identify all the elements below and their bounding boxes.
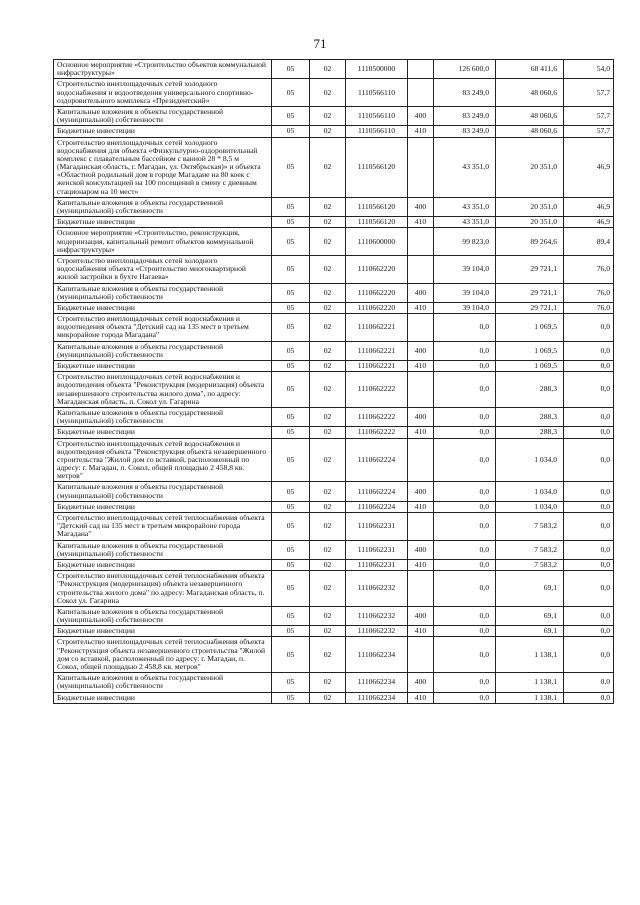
actual-amount-cell: 69,1: [496, 571, 564, 607]
percent-cell: 0,0: [564, 361, 614, 372]
target-article-cell: 1110662234: [346, 637, 408, 673]
planned-amount-cell: 0,0: [434, 341, 496, 360]
actual-amount-cell: 1 034,0: [496, 501, 564, 512]
table-row: [54, 228, 614, 256]
expense-type-cell: [408, 60, 434, 79]
section-code-cell: 05: [272, 60, 310, 79]
target-article-cell: 1110566110: [346, 126, 408, 137]
table-row: [54, 540, 614, 559]
percent-cell: 0,0: [564, 513, 614, 541]
row-name-cell: Строительство внеплощадочных сетей теплоснабжения объекта "Реконструкция (модернизация) объекта незавершенного строительства жилого дома" по адресу: Магаданская область, п. Сокол ул. Гагарина: [54, 571, 272, 607]
row-name-cell: Бюджетные инвестиции: [54, 626, 272, 637]
target-article-cell: 1110662221: [346, 314, 408, 342]
percent-cell: 0,0: [564, 673, 614, 692]
table-row: [54, 137, 614, 197]
subsection-code-cell: 02: [310, 438, 346, 482]
row-name-cell: Строительство внеплощадочных сетей теплоснабжения объекта "Детский сад на 135 мест в третьем микрорайоне города Магадана": [54, 513, 272, 541]
planned-amount-cell: 0,0: [434, 372, 496, 408]
expense-type-cell: [408, 372, 434, 408]
actual-amount-cell: 1 069,5: [496, 341, 564, 360]
section-code-cell: 05: [272, 361, 310, 372]
table-row: [54, 438, 614, 482]
expense-type-cell: 410: [408, 361, 434, 372]
percent-cell: 46,9: [564, 137, 614, 197]
subsection-code-cell: 02: [310, 255, 346, 283]
row-name-cell: Бюджетные инвестиции: [54, 501, 272, 512]
table-row: [54, 314, 614, 342]
table-row: [54, 571, 614, 607]
planned-amount-cell: 43 351,0: [434, 217, 496, 228]
row-name-cell: Строительство внеплощадочных сетей водоснабжения и водоотведения объекта "Детский сад на 135 мест в третьем микрорайоне города Магадана": [54, 314, 272, 342]
expense-type-cell: 410: [408, 559, 434, 570]
target-article-cell: 1110662232: [346, 571, 408, 607]
row-name-cell: Капитальные вложения в объекты государственной (муниципальной) собственности: [54, 407, 272, 426]
planned-amount-cell: 0,0: [434, 482, 496, 501]
planned-amount-cell: 126 600,0: [434, 60, 496, 79]
table-row: [54, 626, 614, 637]
percent-cell: 76,0: [564, 302, 614, 313]
subsection-code-cell: 02: [310, 106, 346, 125]
actual-amount-cell: 7 583,2: [496, 559, 564, 570]
section-code-cell: 05: [272, 283, 310, 302]
planned-amount-cell: 39 104,0: [434, 302, 496, 313]
target-article-cell: 1110566110: [346, 79, 408, 107]
expense-type-cell: 410: [408, 501, 434, 512]
subsection-code-cell: 02: [310, 372, 346, 408]
expense-type-cell: 400: [408, 482, 434, 501]
actual-amount-cell: 69,1: [496, 626, 564, 637]
percent-cell: 0,0: [564, 341, 614, 360]
target-article-cell: 1110662222: [346, 372, 408, 408]
table-row: [54, 79, 614, 107]
expense-type-cell: 400: [408, 407, 434, 426]
planned-amount-cell: 0,0: [434, 407, 496, 426]
target-article-cell: 1110662231: [346, 513, 408, 541]
subsection-code-cell: 02: [310, 571, 346, 607]
planned-amount-cell: 0,0: [434, 361, 496, 372]
target-article-cell: 1110662234: [346, 692, 408, 703]
expense-type-cell: 410: [408, 126, 434, 137]
planned-amount-cell: 0,0: [434, 513, 496, 541]
target-article-cell: 1110662224: [346, 482, 408, 501]
subsection-code-cell: 02: [310, 314, 346, 342]
actual-amount-cell: 288,3: [496, 372, 564, 408]
percent-cell: 0,0: [564, 427, 614, 438]
planned-amount-cell: 0,0: [434, 438, 496, 482]
actual-amount-cell: 48 060,6: [496, 106, 564, 125]
table-row: [54, 692, 614, 703]
section-code-cell: 05: [272, 137, 310, 197]
subsection-code-cell: 02: [310, 637, 346, 673]
target-article-cell: 1110662222: [346, 427, 408, 438]
section-code-cell: 05: [272, 407, 310, 426]
expense-type-cell: 400: [408, 283, 434, 302]
planned-amount-cell: 0,0: [434, 571, 496, 607]
actual-amount-cell: 1 069,5: [496, 361, 564, 372]
table-row: [54, 501, 614, 512]
planned-amount-cell: 0,0: [434, 559, 496, 570]
expense-type-cell: [408, 255, 434, 283]
section-code-cell: 05: [272, 559, 310, 570]
row-name-cell: Строительство внеплощадочных сетей холодного водоснабжения объекта «Строительство многоквартирной жилой застройки в бухте Нагаева»: [54, 255, 272, 283]
expense-type-cell: [408, 513, 434, 541]
expense-type-cell: 400: [408, 540, 434, 559]
expense-type-cell: 410: [408, 626, 434, 637]
planned-amount-cell: 39 104,0: [434, 255, 496, 283]
percent-cell: 89,4: [564, 228, 614, 256]
section-code-cell: 05: [272, 106, 310, 125]
planned-amount-cell: 99 823,0: [434, 228, 496, 256]
actual-amount-cell: 68 411,6: [496, 60, 564, 79]
table-row: [54, 559, 614, 570]
expense-type-cell: 400: [408, 197, 434, 216]
row-name-cell: Капитальные вложения в объекты государственной (муниципальной) собственности: [54, 482, 272, 501]
expense-type-cell: 410: [408, 302, 434, 313]
expense-type-cell: [408, 314, 434, 342]
actual-amount-cell: 7 583,2: [496, 513, 564, 541]
subsection-code-cell: 02: [310, 79, 346, 107]
row-name-cell: Капитальные вложения в объекты государственной (муниципальной) собственности: [54, 106, 272, 125]
row-name-cell: Капитальные вложения в объекты государственной (муниципальной) собственности: [54, 673, 272, 692]
planned-amount-cell: 0,0: [434, 692, 496, 703]
table-row: [54, 255, 614, 283]
planned-amount-cell: 83 249,0: [434, 126, 496, 137]
percent-cell: 57,7: [564, 106, 614, 125]
section-code-cell: 05: [272, 501, 310, 512]
expense-type-cell: [408, 637, 434, 673]
percent-cell: 0,0: [564, 559, 614, 570]
planned-amount-cell: 0,0: [434, 314, 496, 342]
section-code-cell: 05: [272, 228, 310, 256]
row-name-cell: Бюджетные инвестиции: [54, 427, 272, 438]
percent-cell: 0,0: [564, 407, 614, 426]
target-article-cell: 1110600000: [346, 228, 408, 256]
section-code-cell: 05: [272, 482, 310, 501]
planned-amount-cell: 43 351,0: [434, 137, 496, 197]
section-code-cell: 05: [272, 217, 310, 228]
subsection-code-cell: 02: [310, 427, 346, 438]
table-row: [54, 283, 614, 302]
row-name-cell: Капитальные вложения в объекты государственной (муниципальной) собственности: [54, 197, 272, 216]
target-article-cell: 1110566110: [346, 106, 408, 125]
target-article-cell: 1110662231: [346, 540, 408, 559]
subsection-code-cell: 02: [310, 606, 346, 625]
percent-cell: 0,0: [564, 482, 614, 501]
row-name-cell: Строительство внеплощадочных сетей теплоснабжения объекта "Реконструкция объекта незавершенного строительства "Жилой дом со вставкой, расположенный по адресу: г. Магадан, п. Сокол, общей площадью 2 458,8 кв. метров": [54, 637, 272, 673]
expense-type-cell: 400: [408, 606, 434, 625]
row-name-cell: Строительство внеплощадочных сетей холодного водоснабжения и водоотведения универсального спортивно-оздоровительного комплекса «Президентский»: [54, 79, 272, 107]
table-row: [54, 197, 614, 216]
percent-cell: 0,0: [564, 438, 614, 482]
row-name-cell: Бюджетные инвестиции: [54, 559, 272, 570]
planned-amount-cell: 0,0: [434, 673, 496, 692]
actual-amount-cell: 1 034,0: [496, 482, 564, 501]
row-name-cell: Бюджетные инвестиции: [54, 302, 272, 313]
target-article-cell: 1110662220: [346, 255, 408, 283]
table-row: [54, 361, 614, 372]
target-article-cell: 1110662221: [346, 341, 408, 360]
row-name-cell: Бюджетные инвестиции: [54, 217, 272, 228]
subsection-code-cell: 02: [310, 302, 346, 313]
percent-cell: 76,0: [564, 255, 614, 283]
target-article-cell: 1110566120: [346, 137, 408, 197]
percent-cell: 0,0: [564, 540, 614, 559]
percent-cell: 0,0: [564, 637, 614, 673]
row-name-cell: Капитальные вложения в объекты государственной (муниципальной) собственности: [54, 606, 272, 625]
actual-amount-cell: 48 060,6: [496, 79, 564, 107]
expense-type-cell: 410: [408, 217, 434, 228]
row-name-cell: Строительство внеплощадочных сетей водоснабжения и водоотведения объекта "Реконструкция объекта незавершенного строительства "Жилой дом со вставкой, расположенный по адресу: г. Магадан, п. Сокол, общей площадью 2 458,8 кв. метров": [54, 438, 272, 482]
expense-type-cell: 400: [408, 341, 434, 360]
subsection-code-cell: 02: [310, 60, 346, 79]
planned-amount-cell: 0,0: [434, 540, 496, 559]
row-name-cell: Бюджетные инвестиции: [54, 692, 272, 703]
table-row: [54, 606, 614, 625]
target-article-cell: 1110662234: [346, 673, 408, 692]
actual-amount-cell: 89 264,6: [496, 228, 564, 256]
section-code-cell: 05: [272, 126, 310, 137]
table-row: [54, 482, 614, 501]
table-row: [54, 60, 614, 79]
section-code-cell: 05: [272, 571, 310, 607]
subsection-code-cell: 02: [310, 482, 346, 501]
planned-amount-cell: 39 104,0: [434, 283, 496, 302]
planned-amount-cell: 43 351,0: [434, 197, 496, 216]
subsection-code-cell: 02: [310, 341, 346, 360]
table-row: [54, 673, 614, 692]
table-row: [54, 427, 614, 438]
actual-amount-cell: 20 351,0: [496, 137, 564, 197]
page-number: 71: [313, 36, 327, 51]
target-article-cell: 1110662220: [346, 283, 408, 302]
section-code-cell: 05: [272, 372, 310, 408]
row-name-cell: Капитальные вложения в объекты государственной (муниципальной) собственности: [54, 283, 272, 302]
section-code-cell: 05: [272, 438, 310, 482]
target-article-cell: 1110662231: [346, 559, 408, 570]
table-row: [54, 407, 614, 426]
actual-amount-cell: 29 721,1: [496, 302, 564, 313]
percent-cell: 57,7: [564, 126, 614, 137]
row-name-cell: Основное мероприятие «Строительство объектов коммунальной инфраструктуры»: [54, 60, 272, 79]
expense-type-cell: 410: [408, 427, 434, 438]
actual-amount-cell: 69,1: [496, 606, 564, 625]
expense-type-cell: 400: [408, 106, 434, 125]
target-article-cell: 1110566120: [346, 197, 408, 216]
actual-amount-cell: 1 034,0: [496, 438, 564, 482]
actual-amount-cell: 288,3: [496, 427, 564, 438]
subsection-code-cell: 02: [310, 283, 346, 302]
table-row: [54, 341, 614, 360]
section-code-cell: 05: [272, 197, 310, 216]
row-name-cell: Бюджетные инвестиции: [54, 361, 272, 372]
actual-amount-cell: 20 351,0: [496, 197, 564, 216]
planned-amount-cell: 0,0: [434, 501, 496, 512]
subsection-code-cell: 02: [310, 407, 346, 426]
subsection-code-cell: 02: [310, 197, 346, 216]
expense-type-cell: [408, 228, 434, 256]
table-row: [54, 217, 614, 228]
target-article-cell: 1110662232: [346, 606, 408, 625]
target-article-cell: 1110662220: [346, 302, 408, 313]
section-code-cell: 05: [272, 255, 310, 283]
actual-amount-cell: 1 138,1: [496, 692, 564, 703]
section-code-cell: 05: [272, 637, 310, 673]
actual-amount-cell: 1 138,1: [496, 673, 564, 692]
table-row: [54, 126, 614, 137]
actual-amount-cell: 29 721,1: [496, 283, 564, 302]
target-article-cell: 1110662221: [346, 361, 408, 372]
expense-type-cell: [408, 571, 434, 607]
section-code-cell: 05: [272, 540, 310, 559]
percent-cell: 46,9: [564, 217, 614, 228]
actual-amount-cell: 288,3: [496, 407, 564, 426]
actual-amount-cell: 20 351,0: [496, 217, 564, 228]
percent-cell: 0,0: [564, 571, 614, 607]
actual-amount-cell: 1 069,5: [496, 314, 564, 342]
actual-amount-cell: 29 721,1: [496, 255, 564, 283]
section-code-cell: 05: [272, 79, 310, 107]
subsection-code-cell: 02: [310, 137, 346, 197]
row-name-cell: Строительство внеплощадочных сетей холодного водоснабжения для объекта «Физкультурно-оздоровительный комплекс с плавательным бассейном с ванной 28 * 8,5 м (Магаданская область, г. Магадан, ул. Октябрьская)» и объекта «Областной родильный дом в городе Магадане на 80 коек с женской консультацией на 100 посещений в смену с дневным стационаром на 10 мест»: [54, 137, 272, 197]
row-name-cell: Строительство внеплощадочных сетей водоснабжения и водоотведения объекта "Реконструкция (модернизация) объекта незавершенного строительства жилого дома", по адресу: Магаданская область, п. Сокол ул. Гагарина: [54, 372, 272, 408]
section-code-cell: 05: [272, 341, 310, 360]
row-name-cell: Капитальные вложения в объекты государственной (муниципальной) собственности: [54, 341, 272, 360]
target-article-cell: 1110566120: [346, 217, 408, 228]
subsection-code-cell: 02: [310, 126, 346, 137]
planned-amount-cell: 83 249,0: [434, 79, 496, 107]
percent-cell: 0,0: [564, 501, 614, 512]
percent-cell: 54,0: [564, 60, 614, 79]
percent-cell: 46,9: [564, 197, 614, 216]
expense-type-cell: 400: [408, 673, 434, 692]
section-code-cell: 05: [272, 626, 310, 637]
subsection-code-cell: 02: [310, 228, 346, 256]
subsection-code-cell: 02: [310, 501, 346, 512]
section-code-cell: 05: [272, 427, 310, 438]
target-article-cell: 1110662222: [346, 407, 408, 426]
subsection-code-cell: 02: [310, 361, 346, 372]
target-article-cell: 1110662232: [346, 626, 408, 637]
expense-type-cell: 410: [408, 692, 434, 703]
section-code-cell: 05: [272, 513, 310, 541]
subsection-code-cell: 02: [310, 692, 346, 703]
section-code-cell: 05: [272, 673, 310, 692]
section-code-cell: 05: [272, 314, 310, 342]
expense-type-cell: [408, 137, 434, 197]
row-name-cell: Бюджетные инвестиции: [54, 126, 272, 137]
subsection-code-cell: 02: [310, 559, 346, 570]
actual-amount-cell: 48 060,6: [496, 126, 564, 137]
table-row: [54, 637, 614, 673]
target-article-cell: 1110662224: [346, 501, 408, 512]
table-row: [54, 302, 614, 313]
planned-amount-cell: 0,0: [434, 606, 496, 625]
budget-table: [53, 59, 614, 704]
section-code-cell: 05: [272, 692, 310, 703]
percent-cell: 0,0: [564, 314, 614, 342]
target-article-cell: 1110662224: [346, 438, 408, 482]
percent-cell: 0,0: [564, 372, 614, 408]
row-name-cell: Основное мероприятие «Строительство, реконструкция, модернизация, капитальный ремонт объектов коммунальной инфраструктуры»: [54, 228, 272, 256]
percent-cell: 76,0: [564, 283, 614, 302]
subsection-code-cell: 02: [310, 540, 346, 559]
planned-amount-cell: 0,0: [434, 427, 496, 438]
actual-amount-cell: 7 583,2: [496, 540, 564, 559]
planned-amount-cell: 0,0: [434, 637, 496, 673]
expense-type-cell: [408, 438, 434, 482]
planned-amount-cell: 0,0: [434, 626, 496, 637]
expense-type-cell: [408, 79, 434, 107]
table-body: [54, 60, 614, 704]
actual-amount-cell: 1 138,1: [496, 637, 564, 673]
table-row: [54, 106, 614, 125]
planned-amount-cell: 83 249,0: [434, 106, 496, 125]
subsection-code-cell: 02: [310, 626, 346, 637]
percent-cell: 0,0: [564, 626, 614, 637]
section-code-cell: 05: [272, 302, 310, 313]
percent-cell: 57,7: [564, 79, 614, 107]
percent-cell: 0,0: [564, 692, 614, 703]
subsection-code-cell: 02: [310, 217, 346, 228]
target-article-cell: 1110500000: [346, 60, 408, 79]
section-code-cell: 05: [272, 606, 310, 625]
subsection-code-cell: 02: [310, 673, 346, 692]
row-name-cell: Капитальные вложения в объекты государственной (муниципальной) собственности: [54, 540, 272, 559]
table-row: [54, 513, 614, 541]
table-row: [54, 372, 614, 408]
subsection-code-cell: 02: [310, 513, 346, 541]
percent-cell: 0,0: [564, 606, 614, 625]
